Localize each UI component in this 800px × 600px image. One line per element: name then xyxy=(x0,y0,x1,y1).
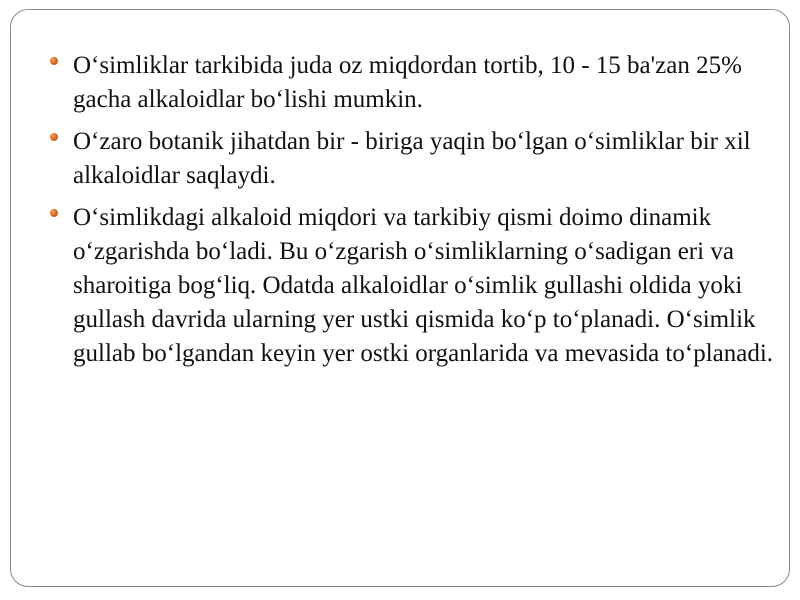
round-bullet-icon xyxy=(50,209,58,217)
bullet-item-2 xyxy=(47,125,787,193)
bullet-text-3: O‘simlikdagi alkaloid miqdori va tarkibiy qismi doimo dinamik o‘zgarishda bo‘ladi. Bu o‘zgarish o‘simliklarning o‘sadigan eri va sharoitiga bog‘liq. Odatda alkaloidlar o‘simlik gullashi oldida yoki gullash davrida ularning yer ustki qismida ko‘p to‘planadi. O‘simlik gullab bo‘lgandan keyin yer ostki organlarida va mevasida to‘planadi. xyxy=(73,204,774,367)
round-bullet-icon xyxy=(50,57,58,65)
bullet-text-1: O‘simliklar tarkibida juda oz miqdordan tortib, 10 - 15 ba'zan 25% gacha alkaloidlar bo‘lishi mumkin. xyxy=(73,52,742,113)
bullet-text-2: O‘zaro botanik jihatdan bir - biriga yaqin bo‘lgan o‘simliklar bir xil alkaloidlar saqlaydi. xyxy=(73,128,751,189)
slide-frame xyxy=(10,9,790,587)
bullet-item-3 xyxy=(47,201,787,371)
bullet-item-1 xyxy=(47,49,787,117)
round-bullet-icon xyxy=(50,133,58,141)
bullet-list xyxy=(47,49,787,379)
